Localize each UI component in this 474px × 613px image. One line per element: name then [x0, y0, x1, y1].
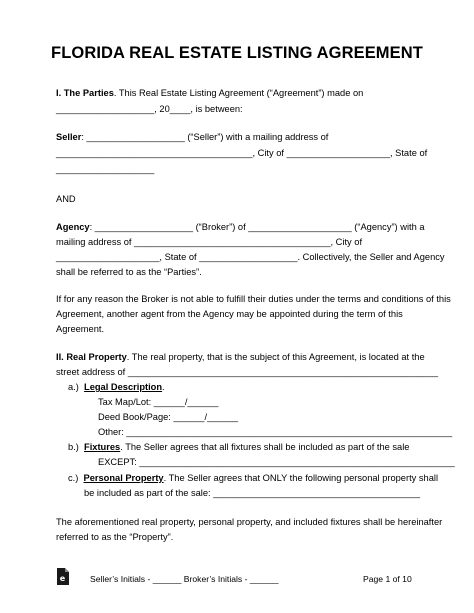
- seller-line-2: ______________________________________, City of ____________________, State of: [56, 148, 428, 158]
- other-line: Other: _______________________________________________________________: [98, 427, 453, 437]
- seller-line-1: [56, 131, 328, 143]
- deed-book-line: Deed Book/Page: ______/______: [98, 412, 239, 422]
- personal-property-label: Personal Property: [83, 473, 164, 483]
- agency-line-1: [56, 221, 425, 233]
- parties-line-2: ___________________, 20____, is between:: [56, 104, 243, 114]
- eforms-logo-icon: [56, 568, 69, 585]
- parties-text: . This Real Estate Listing Agreement (“Agreement”) made on: [113, 88, 364, 98]
- legal-description-label-end: .: [162, 382, 165, 392]
- seller-text: : ___________________ (“Seller”) with a mailing address of: [81, 132, 329, 142]
- closing-line-1: The aforementioned real property, personal property, and included fixtures shall be hereinafter: [56, 517, 443, 527]
- personal-property-marker: c.): [68, 473, 79, 483]
- seller-label: Seller: [56, 132, 82, 142]
- parties-line-1: [56, 87, 363, 99]
- fixtures-label: Fixtures: [84, 442, 121, 452]
- fixtures-line: [68, 441, 409, 453]
- agency-text: : ___________________ (“Broker”) of ____________________ (“Agency”) with a: [89, 222, 425, 232]
- broker-clause-line-2: Agreement, another agent from the Agency may be appointed during the term of this: [56, 309, 403, 319]
- broker-clause-line-3: Agreement.: [56, 324, 105, 334]
- page-number: Page 1 of 10: [363, 574, 412, 584]
- parties-heading: I. The Parties: [56, 88, 114, 98]
- real-property-line-1: [56, 351, 425, 363]
- fixtures-except-line: EXCEPT: _____________________________________________________________: [98, 457, 455, 467]
- initials-footer: Seller’s Initials - ______ Broker’s Initials - ______: [90, 574, 279, 584]
- agency-line-4: shall be referred to as the “Parties”.: [56, 267, 202, 277]
- fixtures-text: . The Seller agrees that all fixtures shall be included as part of the sale: [120, 442, 410, 452]
- broker-clause-line-1: If for any reason the Broker is not able to fulfill their duties under the terms and conditions of this: [56, 294, 451, 304]
- legal-description-label: Legal Description: [84, 382, 163, 392]
- tax-map-line: Tax Map/Lot: ______/______: [98, 397, 219, 407]
- closing-line-2: referred to as the “Property”.: [56, 532, 174, 542]
- real-property-heading: II. Real Property: [56, 352, 127, 362]
- agency-line-3: ____________________, State of ___________________. Collectively, the Seller and Agency: [56, 252, 445, 262]
- real-property-text: . The real property, that is the subject of this Agreement, is located at the: [126, 352, 425, 362]
- real-property-line-2: street address of ____________________________________________________________: [56, 367, 439, 377]
- agency-line-2: mailing address of ______________________________________, City of: [56, 237, 363, 247]
- personal-property-text: . The Seller agrees that ONLY the following personal property shall: [163, 473, 439, 483]
- legal-description-marker: a.): [68, 382, 79, 392]
- fixtures-marker: b.): [68, 442, 79, 452]
- svg-text:e: e: [59, 574, 66, 583]
- and-text: AND: [56, 194, 76, 204]
- personal-property-line: [68, 472, 438, 484]
- seller-line-3: ___________________: [56, 164, 155, 174]
- agency-label: Agency: [56, 222, 90, 232]
- document-title: FLORIDA REAL ESTATE LISTING AGREEMENT: [51, 44, 423, 62]
- personal-property-line-2: be included as part of the sale: ________________________________________: [84, 488, 421, 498]
- legal-description-line: [68, 381, 165, 393]
